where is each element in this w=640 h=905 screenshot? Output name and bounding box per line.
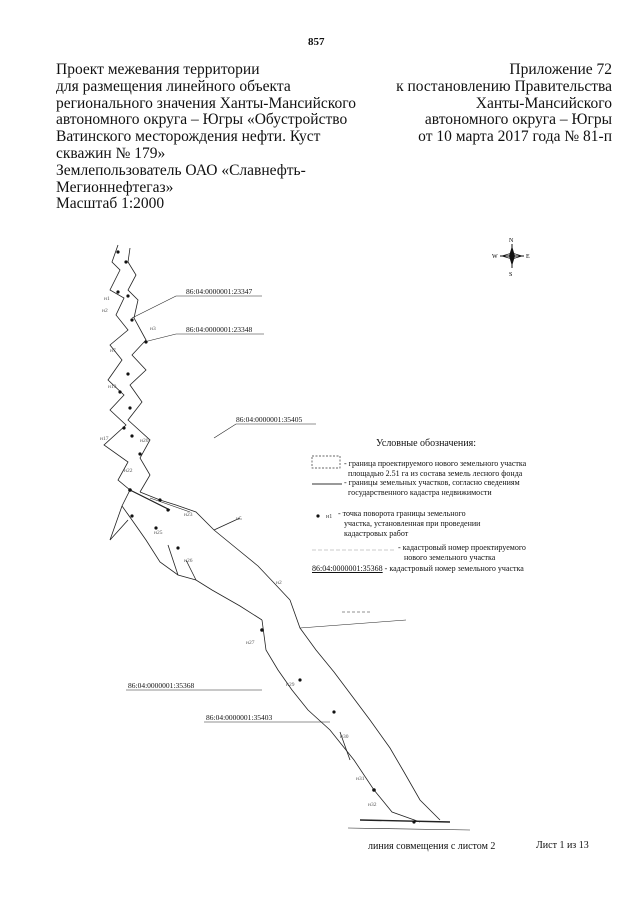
svg-text:н32: н32 [368, 802, 377, 808]
compass-icon [492, 238, 530, 278]
appendix-line: к постановлению Правительства [396, 77, 612, 95]
svg-text:н22: н22 [124, 468, 133, 474]
legend-item-turning-point [338, 509, 480, 539]
lower-parcel-boundary [262, 600, 470, 830]
project-title-line: для размещения линейного объекта [56, 77, 291, 95]
appendix-line: Ханты-Мансийского [475, 94, 612, 112]
legend-title: Условные обозначения: [376, 438, 477, 449]
appendix-line: от 10 марта 2017 года № 81-п [418, 128, 612, 146]
cad-label-23348: 86:04:0000001:23348 [186, 325, 253, 334]
svg-text:н31: н31 [356, 776, 365, 782]
legend-text: - кадастровый номер проектируемого [398, 543, 526, 552]
legend-text: - точка поворота границы земельного [338, 509, 466, 518]
land-user-line: Землепользователь ОАО «Славнефть- [56, 161, 306, 179]
compass-s: S [509, 272, 513, 278]
appendix-line: Приложение 72 [509, 61, 612, 78]
legend-item-gkn-boundary [344, 478, 520, 498]
svg-text:н17: н17 [100, 436, 109, 442]
legend-item-cad-number [312, 564, 524, 574]
project-title-line: автономного округа – Югры «Обустройство [56, 111, 348, 129]
svg-text:н1: н1 [326, 514, 333, 520]
cad-label-35368: 86:04:0000001:35368 [128, 681, 195, 690]
compass-w: W [492, 254, 498, 260]
svg-text:н27: н27 [246, 640, 255, 646]
match-line-label: линия совмещения с листом 2 [368, 841, 496, 852]
legend-item-new-parcel [344, 459, 526, 479]
sheet-number: Лист 1 из 13 [536, 840, 589, 851]
legend-cad-sample: 86:04:0000001:35368 [312, 564, 383, 573]
legend-point-icon [316, 514, 332, 520]
compass-e: E [526, 254, 530, 260]
point-labels [100, 296, 377, 808]
svg-text:н3: н3 [150, 326, 156, 332]
project-title-line: Проект межевания территории [56, 61, 260, 78]
legend-text: - граница проектируемого нового земельного участка [344, 459, 527, 468]
svg-text:н23: н23 [184, 512, 193, 518]
svg-text:н29: н29 [286, 682, 295, 688]
legend-text: кадастровых работ [344, 529, 409, 538]
legend-item-new-cad-number [398, 543, 526, 563]
page-number: 857 [308, 36, 325, 48]
cad-label-23347: 86:04:0000001:23347 [186, 287, 253, 296]
legend-text: площадью 2.51 га из состава земель лесного фонда [348, 469, 523, 478]
label-leaders [126, 296, 333, 722]
cad-label-35403: 86:04:0000001:35403 [206, 713, 273, 722]
legend-text: нового земельного участка [404, 553, 496, 562]
cadastral-labels [128, 287, 303, 722]
scale-line: Масштаб 1:2000 [56, 195, 165, 213]
svg-text:н7: н7 [110, 348, 116, 354]
svg-text:н20: н20 [140, 438, 149, 444]
legend-text: - кадастровый номер земельного участка [384, 564, 524, 573]
legend-text: государственного кадастра недвижимости [348, 488, 492, 497]
svg-text:н13: н13 [108, 384, 117, 390]
svg-text:н30: н30 [340, 734, 349, 740]
project-title-line: регионального значения Ханты-Мансийского [56, 94, 356, 112]
svg-text:н26: н26 [184, 558, 193, 564]
appendix-line: автономного округа – Югры [424, 111, 612, 129]
project-title-line: Ватинского месторождения нефти. Куст [56, 128, 321, 146]
legend-text: участка, установленная при проведении [344, 519, 481, 528]
svg-text:н25: н25 [154, 530, 163, 536]
svg-text:н2: н2 [102, 308, 108, 314]
cad-label-35405: 86:04:0000001:35405 [236, 415, 303, 424]
legend-dashed-box-icon [312, 456, 340, 468]
compass-n: N [509, 238, 514, 244]
parcel-boundary [104, 245, 290, 620]
land-user-line: Мегионнефтегаз» [56, 178, 174, 196]
legend-text: - границы земельных участков, согласно сведениям [344, 478, 520, 487]
project-title-line: скважин № 179» [56, 144, 166, 162]
svg-text:н5: н5 [236, 516, 242, 522]
svg-text:н1: н1 [104, 296, 110, 302]
svg-text:н2: н2 [276, 580, 282, 586]
